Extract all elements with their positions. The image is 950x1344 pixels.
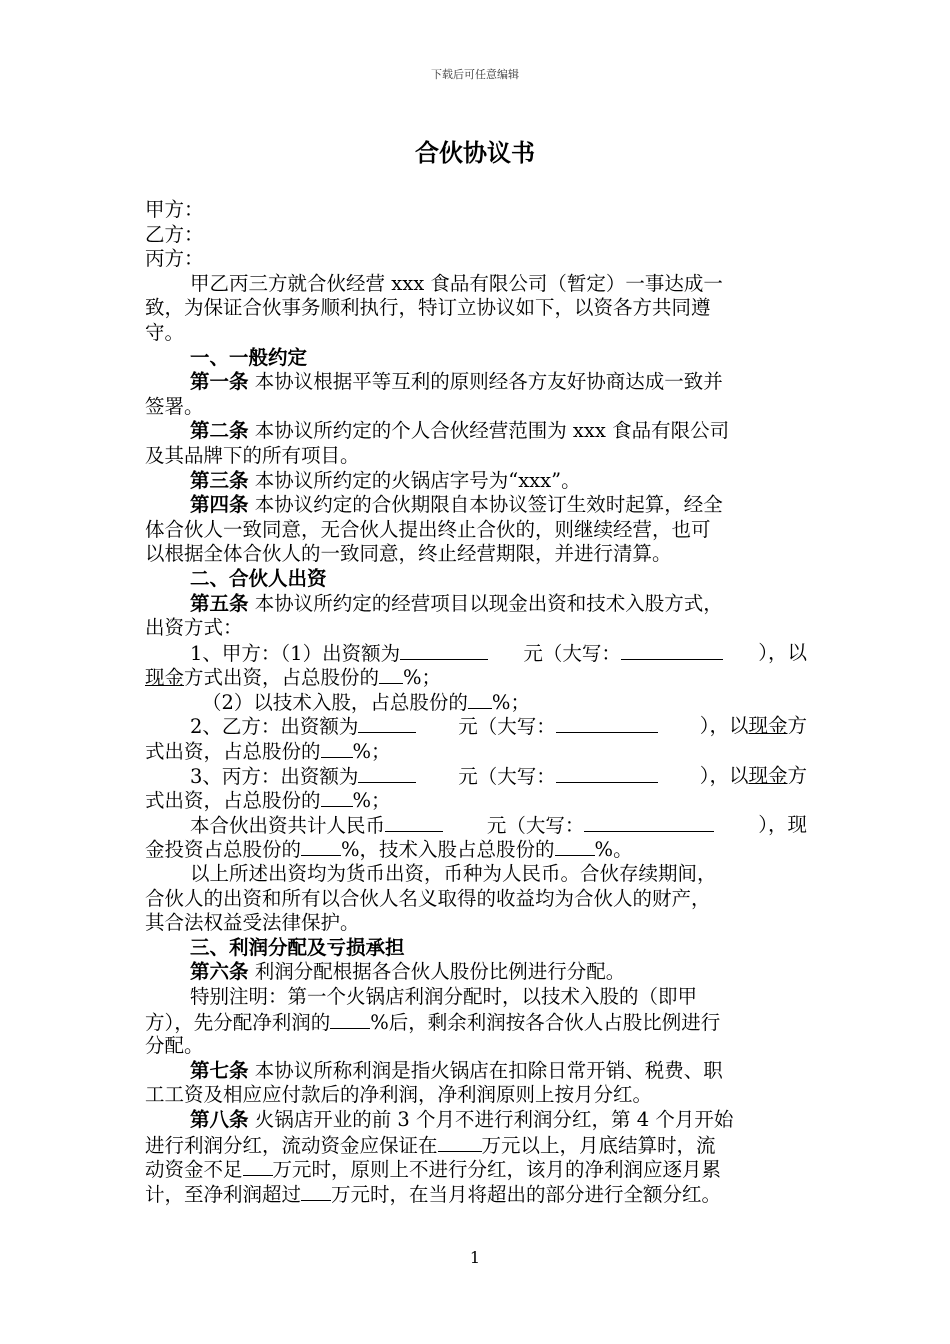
contribution-note: 其合法权益受法律保护。 [145,911,360,935]
contribution-note: 以上所述出资均为货币出资，币种为人民币。合伙存续期间， [190,862,717,886]
article-7-cont: 工工资及相应应付款后的净利润，净利润原则上按月分红。 [145,1083,653,1107]
article-8: 第八条 火锅店开业的前 3 个月不进行利润分红，第 4 个月开始 [190,1107,734,1131]
party-c-contribution: 3、丙方：出资额为 元（大写： ），以现金方 [190,763,807,788]
total-words-blank [584,813,714,832]
party-b: 乙方： [145,222,204,246]
section-heading: 二、合伙人出资 [190,566,327,590]
article-2-cont: 及其品牌下的所有项目。 [145,443,360,467]
cash-underlined: 现金 [145,666,185,690]
section-heading: 三、利润分配及亏损承担 [190,935,405,959]
party-a-contribution: 1、甲方：（1）出资额为 元（大写： ），以 [190,640,807,665]
special-note-cont: 方），先分配净利润的 %后，剩余利润按各合伙人占股比例进行 [145,1010,721,1034]
article-label: 第七条 [190,1058,249,1082]
amount-blank [301,1182,331,1201]
article-5-cont: 出资方式： [145,616,243,640]
article-4: 第四条 本协议约定的合伙期限自本协议签订生效时起算，经全 [190,493,723,517]
amount-blank [358,714,416,733]
total-amount-blank [385,813,443,832]
article-4-cont: 体合伙人一致同意，无合伙人提出终止合伙的，则继续经营，也可 [145,517,711,541]
intro-line: 甲乙丙三方就合伙经营 xxx 食品有限公司（暂定）一事达成一 [190,271,723,295]
article-label: 第五条 [190,591,249,615]
contribution-note: 合伙人的出资和所有以合伙人名义取得的收益均为合伙人的财产， [145,886,711,910]
header-note: 下载后可任意编辑 [431,68,519,81]
amount-words-blank [556,714,658,733]
article-label: 第一条 [190,370,249,394]
party-c-contribution-cont: 式出资，占总股份的 %； [145,789,391,813]
party-a-contribution-cont: 现金方式出资，占总股份的 %； [145,666,442,690]
amount-blank [438,1133,482,1152]
article-label: 第六条 [190,960,249,984]
article-8-cont: 动资金不足 万元时，原则上不进行分红，该月的净利润应逐月累 [145,1158,722,1182]
section-heading: 一、一般约定 [190,345,308,369]
intro-line: 致，为保证合伙事务顺利执行，特订立协议如下，以资各方共同遵 [145,296,711,320]
article-5: 第五条 本协议所约定的经营项目以现金出资和技术入股方式， [190,591,723,615]
article-6: 第六条 利润分配根据各合伙人股份比例进行分配。 [190,960,626,984]
amount-blank [358,764,416,783]
party-a: 甲方： [145,198,204,221]
article-8-cont: 计，至净利润超过 万元时，在当月将超出的部分进行全额分红。 [145,1182,722,1206]
total-contribution-cont: 金投资占总股份的 %，技术入股占总股份的 %。 [145,838,633,862]
party-b-contribution-cont: 式出资，占总股份的 %； [145,740,391,764]
document-title: 合伙协议书 [415,139,535,167]
share-blank [321,788,353,807]
percent-blank [330,1010,370,1029]
party-a-tech: （2）以技术入股，占总股份的 %； [202,690,530,714]
party-c: 丙方： [145,247,204,271]
intro-line: 守。 [145,320,185,344]
special-note-cont: 分配。 [145,1034,204,1058]
share-blank [468,690,492,709]
article-3: 第三条 本协议所约定的火锅店字号为“xxx”。 [190,468,581,492]
page-number: 1 [469,1248,481,1267]
total-contribution: 本合伙出资共计人民币 元（大写： ），现 [190,812,807,837]
article-4-cont: 以根据全体合伙人的一致同意，终止经营期限，并进行清算。 [145,542,672,566]
article-1: 第一条 本协议根据平等互利的原则经各方友好协商达成一致并 [190,370,723,394]
share-blank [379,665,403,684]
article-2: 第二条 本协议所约定的个人合伙经营范围为 xxx 食品有限公司 [190,419,730,443]
article-label: 第三条 [190,468,249,492]
share-blank [555,837,595,856]
article-7: 第七条 本协议所称利润是指火锅店在扣除日常开销、税费、职 [190,1058,723,1082]
amount-words-blank [556,764,658,783]
article-label: 第八条 [190,1107,249,1131]
amount-blank [243,1157,273,1176]
share-blank [301,837,341,856]
cash-underlined: 现金 [748,714,788,738]
cash-underlined: 现金 [748,763,788,787]
amount-blank [400,641,488,660]
article-1-cont: 签署。 [145,394,204,418]
article-8-cont: 进行利润分红，流动资金应保证在 万元以上，月底结算时，流 [145,1133,716,1157]
special-note: 特别注明：第一个火锅店利润分配时，以技术入股的（即甲 [190,985,698,1008]
document-body [145,198,807,1206]
article-label: 第二条 [190,419,249,443]
share-blank [321,739,353,758]
party-b-contribution: 2、乙方：出资额为 元（大写： ），以现金方 [190,714,807,739]
amount-words-blank [621,641,723,660]
article-label: 第四条 [190,493,249,517]
